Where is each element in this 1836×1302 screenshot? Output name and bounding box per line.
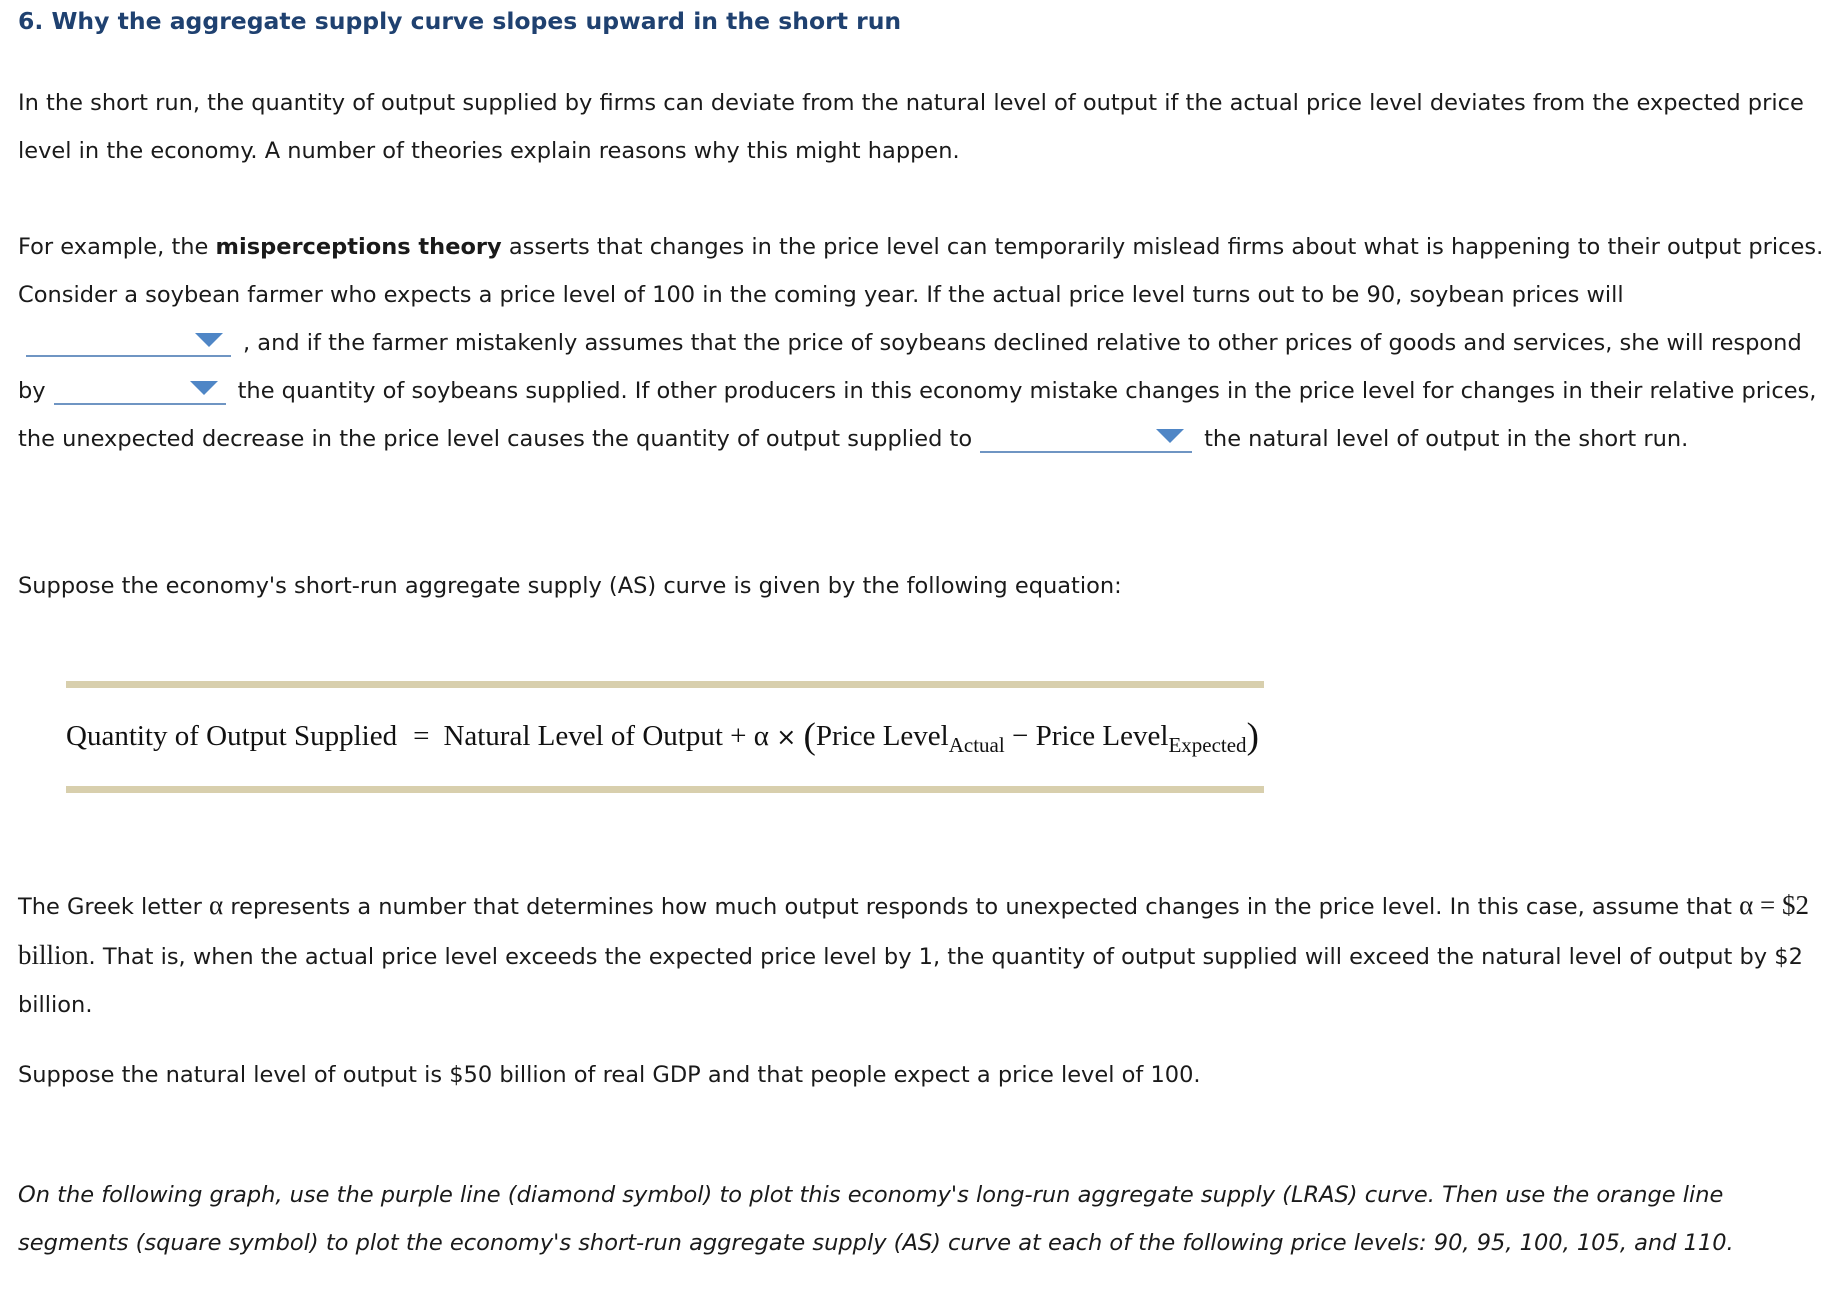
- chevron-down-icon: [195, 333, 223, 347]
- chevron-down-icon: [190, 381, 218, 395]
- alpha-text-a: The Greek letter: [18, 894, 210, 920]
- graph-instructions: On the following graph, use the purple line (diamond symbol) to plot this economy's long-run aggregate supply (LRAS) curve. Then use the orange line segments (square symbol) to plot the economy's short-run aggregate supply (AS) curve at each of the following price levels: 90, 95, 100, 105, and 110.: [18, 1182, 1734, 1256]
- example-text-d: the natural level of output in the short run.: [1204, 426, 1689, 452]
- equation-top-rule: [66, 681, 1264, 688]
- equation-close-paren: ): [1246, 716, 1259, 757]
- equation-rhs-start: Natural Level of Output + α: [443, 720, 769, 752]
- misperceptions-theory-term: misperceptions theory: [215, 234, 502, 260]
- equation-sub-actual: Actual: [948, 733, 1005, 757]
- soybean-prices-dropdown[interactable]: [26, 327, 231, 357]
- chevron-down-icon: [1156, 429, 1184, 443]
- suppose-equation-paragraph: Suppose the economy's short-run aggregate supply (AS) curve is given by the following equation:: [18, 573, 1122, 599]
- example-text-c: the quantity of soybeans supplied. If other producers in this economy mistake changes in the price level for changes in their relative prices, the unexpected decrease in the price level causes the quantity of output supplied to: [18, 378, 1817, 452]
- equation-lhs: Quantity of Output Supplied: [66, 720, 398, 752]
- example-lead: For example, the: [18, 234, 216, 260]
- output-supplied-dropdown[interactable]: [980, 423, 1192, 453]
- equation-price-level-actual: Price Level: [815, 720, 949, 752]
- farmer-response-dropdown[interactable]: [54, 375, 226, 405]
- alpha-symbol: α: [209, 890, 224, 920]
- alpha-paragraph: [18, 881, 1828, 1029]
- alpha-text-b: represents a number that determines how much output responds to unexpected changes in the price level. In this case, assume that: [223, 894, 1740, 920]
- equation-equals: =: [413, 720, 430, 752]
- equation-sub-expected: Expected: [1168, 733, 1247, 757]
- natural-level-paragraph: Suppose the natural level of output is $50 billion of real GDP and that people expect a price level of 100.: [18, 1062, 1201, 1088]
- equation-bottom-rule: [66, 786, 1264, 793]
- question-title: 6. Why the aggregate supply curve slopes upward in the short run: [18, 7, 902, 35]
- alpha-text-c: . That is, when the actual price level exceeds the expected price level by 1, the quantity of output supplied will exceed the natural level of output by $2 billion.: [18, 944, 1803, 1018]
- equation-price-level-expected: Price Level: [1035, 720, 1169, 752]
- equation-minus: −: [1011, 720, 1029, 752]
- example-text-b: , and if the farmer mistakenly assumes that the price of soybeans declined relative to other prices of goods and services, she will respond by: [18, 330, 1802, 404]
- alpha-value: α = $2 billion: [18, 890, 1809, 970]
- equation-open-paren: (: [803, 716, 816, 757]
- as-equation: [66, 712, 1264, 769]
- example-paragraph: [18, 223, 1828, 463]
- equation-times: ×: [776, 723, 797, 751]
- example-text-a: asserts that changes in the price level can temporarily mislead firms about what is happening to their output prices. Consider a soybean farmer who expects a price level of 100 in the coming year. If the actual price level turns out to be 90, soybean prices will: [18, 234, 1824, 308]
- intro-paragraph: In the short run, the quantity of output supplied by firms can deviate from the natural level of output if the actual price level deviates from the expected price level in the economy. A number of theories explain reasons why this might happen.: [18, 90, 1804, 164]
